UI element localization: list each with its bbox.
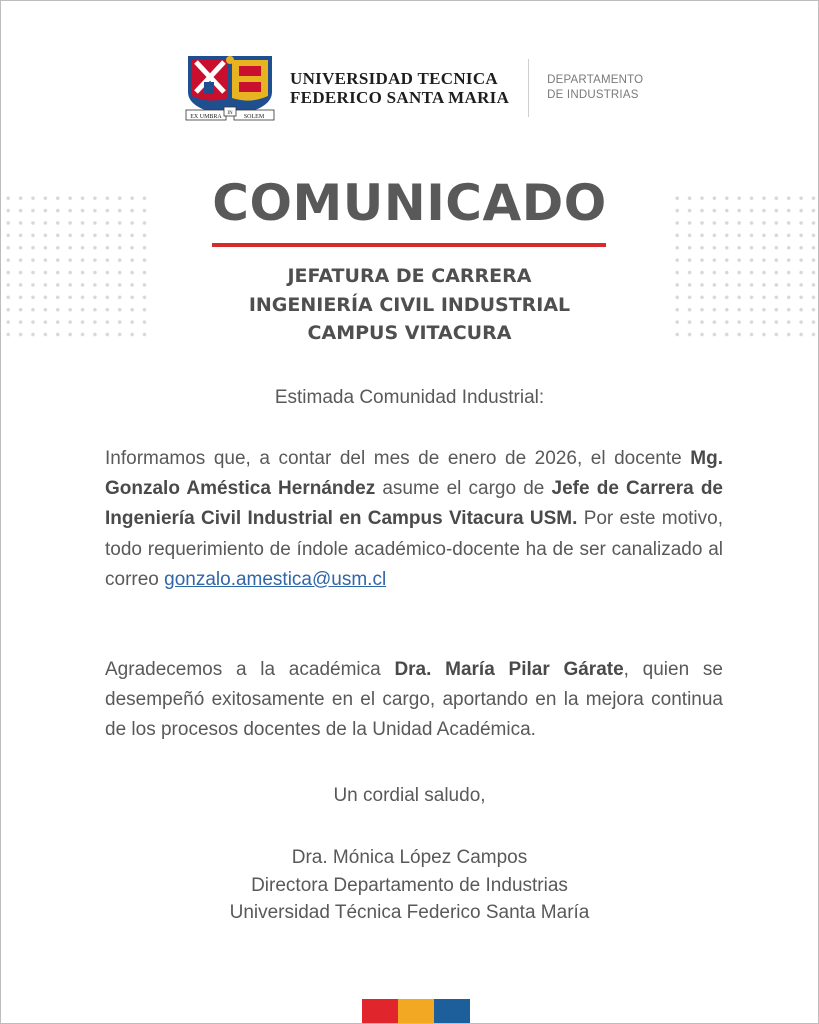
university-name-line2: FEDERICO SANTA MARIA [290, 88, 510, 107]
announcement-text-2: asume el cargo de [375, 478, 552, 500]
thanks-text-2: , quien se desempeñó exitosamente en el cargo, aportando en la mejora continua de los procesos docentes de la Unidad Académica. [105, 659, 723, 741]
color-bar-yellow [398, 999, 434, 1023]
university-name-line1: UNIVERSIDAD TECNICA [290, 69, 499, 88]
page-title: COMUNICADO [212, 174, 607, 232]
svg-text:SOLEM: SOLEM [243, 114, 265, 120]
position-title: Jefe de Carrera de Ingeniería Civil Industrial en Campus Vitacura USM. [105, 478, 723, 530]
subtitle [0, 262, 819, 348]
email-link[interactable]: gonzalo.amestica@usm.cl [164, 568, 387, 590]
svg-text:IN: IN [227, 111, 233, 116]
greeting: Estimada Comunidad Industrial: [274, 387, 545, 408]
subtitle-line3: CAMPUS VITACURA [307, 322, 512, 344]
color-bar-blue [434, 999, 470, 1023]
department-name-line2: DE INDUSTRIAS [547, 89, 639, 101]
title-underline [212, 243, 606, 247]
former-director-name: Dra. María Pilar Gárate [394, 659, 624, 680]
color-bar [362, 999, 470, 1023]
new-director-name: Mg. Gonzalo Améstica Hernández [105, 448, 723, 500]
department-name [547, 73, 643, 103]
closing: Un cordial saludo, [333, 785, 486, 806]
svg-text:EX UMBRA: EX UMBRA [190, 114, 222, 120]
thanks-text-1: Agradecemos a la académica [105, 659, 395, 680]
header [184, 52, 643, 124]
signature-institution: Universidad Técnica Federico Santa María [229, 902, 590, 923]
announcement-text-1: Informamos que, a contar del mes de enero de 2026, el docente [105, 448, 691, 469]
university-name [290, 69, 509, 107]
header-divider [528, 59, 529, 117]
usm-crest-icon [184, 52, 276, 124]
paragraph-announcement [105, 444, 723, 595]
subtitle-line2: INGENIERÍA CIVIL INDUSTRIAL [248, 293, 571, 316]
signature [0, 844, 819, 927]
signature-role: Directora Departamento de Industrias [251, 874, 568, 896]
paragraph-thanks [105, 655, 723, 746]
signature-name: Dra. Mónica López Campos [291, 847, 528, 868]
department-name-line1: DEPARTAMENTO [547, 74, 644, 86]
subtitle-line1: JEFATURA DE CARRERA [287, 265, 532, 287]
color-bar-red [362, 999, 398, 1023]
announcement-text-3: Por este motivo, todo requerimiento de índole académico-docente ha de ser canalizado al correo [105, 508, 723, 590]
